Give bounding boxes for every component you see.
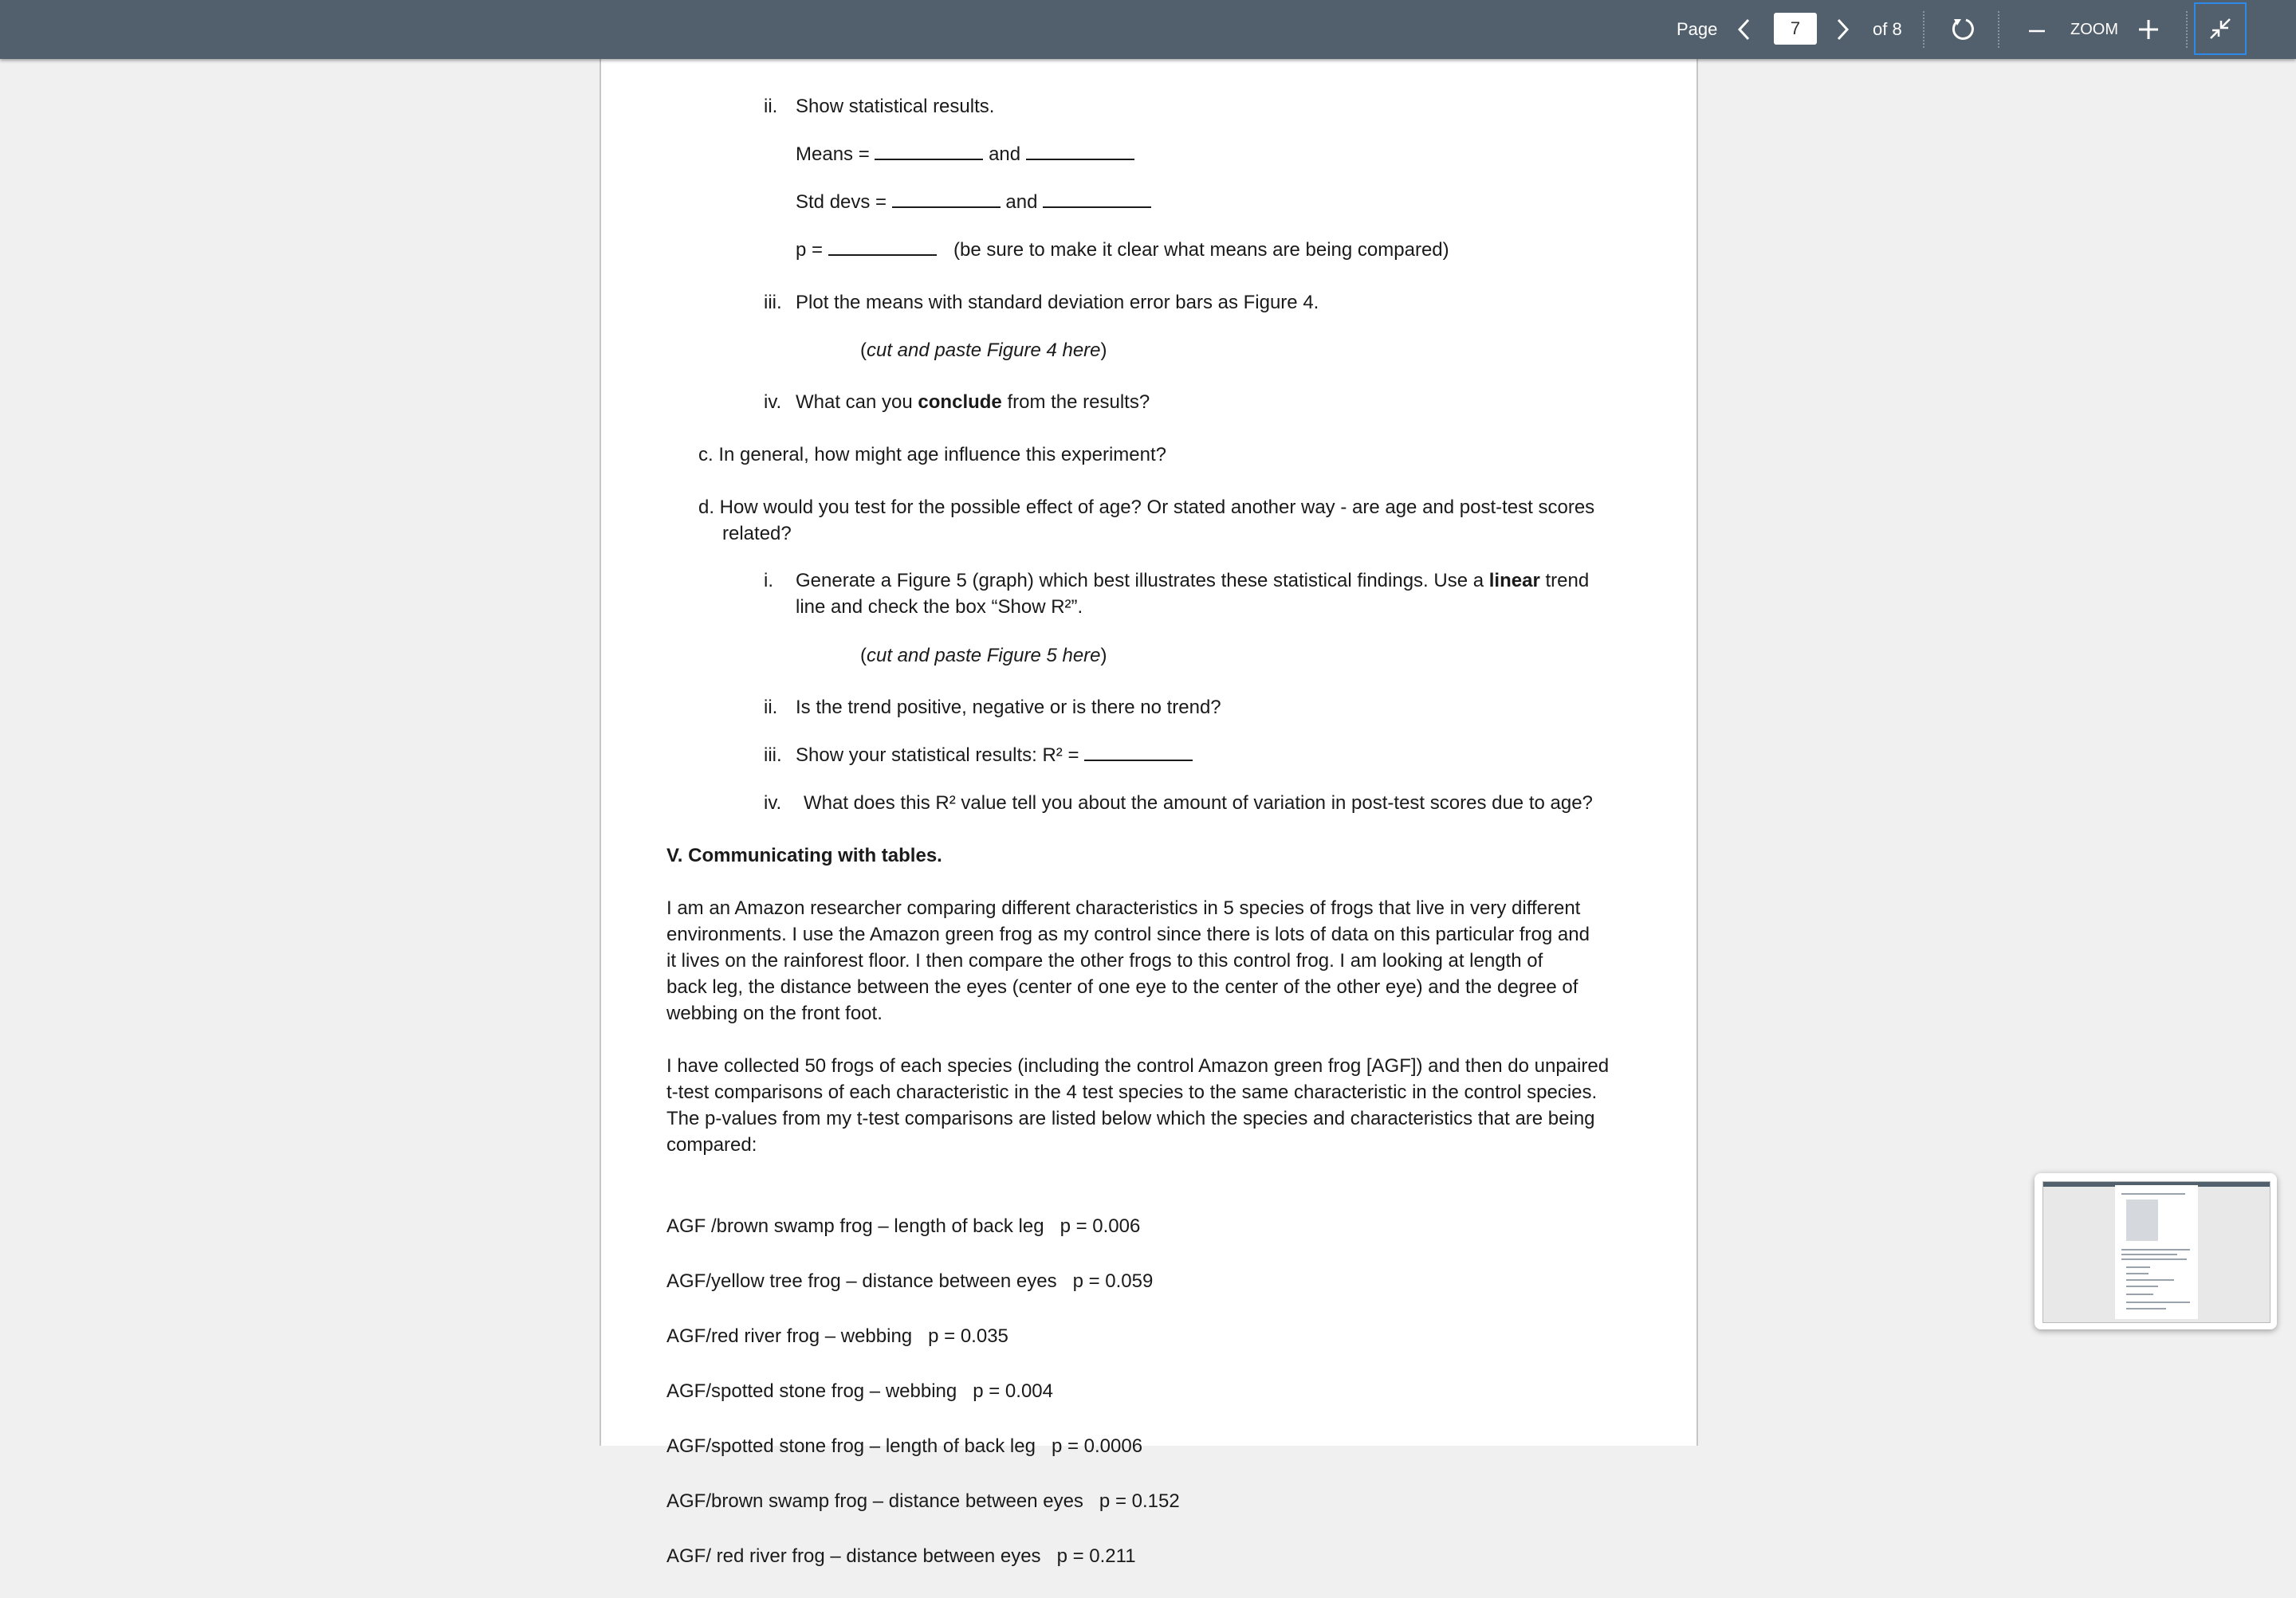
stddevs-line [796, 189, 1151, 215]
paragraph-line: I have collected 50 frogs of each species (including the control Amazon green frog [AGF]) and then do unpaired [666, 1055, 1610, 1077]
minus-icon [2027, 20, 2046, 39]
page-thumbnail-preview[interactable] [2035, 1173, 2277, 1329]
pvalue-list [666, 1184, 1180, 1598]
list-number: ii. [764, 697, 778, 718]
pvalue-item: AGF/yellow tree frog – distance between eyes p = 0.059 [666, 1270, 1154, 1292]
text: from the results? [1001, 391, 1150, 413]
r2-blank [1084, 744, 1193, 761]
thumbnail-page [2115, 1185, 2198, 1319]
list-text: What does this R² value tell you about the amount of variation in post-test scores due to age? [804, 792, 1593, 814]
paragraph-line: t-test comparisons of each characteristic in the 4 test species to the same characteristic in the control species. [666, 1082, 1598, 1103]
toolbar-divider [1998, 11, 1999, 48]
thumbnail-frame [2042, 1181, 2270, 1323]
toolbar-divider [2186, 11, 2188, 48]
list-number: iii. [764, 744, 782, 766]
text: trend [1539, 570, 1590, 591]
list-text: Show your statistical results: R² = [796, 744, 1079, 766]
previous-page-button[interactable] [1728, 14, 1760, 45]
p-label: p = [796, 239, 824, 261]
list-number: i. [764, 570, 773, 591]
page-label: Page [1677, 19, 1718, 39]
pdf-page [600, 59, 1698, 1567]
means-blank-2 [1026, 143, 1134, 160]
stddevs-blank-2 [1043, 190, 1151, 208]
paren: ( [860, 645, 867, 666]
question-d-line-2: related? [722, 523, 792, 544]
list-text: Is the trend positive, negative or is there no trend? [796, 697, 1221, 718]
p-note: (be sure to make it clear what means are being compared) [953, 239, 1449, 261]
r2-line [796, 742, 1193, 768]
next-page-button[interactable] [1826, 14, 1858, 45]
page-count: of 8 [1873, 19, 1902, 39]
list-number: ii. [764, 96, 778, 117]
figure-5-instruction-line-2: line and check the box “Show R²”. [796, 596, 1083, 618]
list-number: iv. [764, 391, 782, 413]
question-c: c. In general, how might age influence this experiment? [698, 444, 1167, 465]
text: Generate a Figure 5 (graph) which best illustrates these statistical findings. Use a [796, 570, 1489, 591]
collapse-icon [2208, 17, 2232, 41]
rotate-button[interactable] [1948, 14, 1980, 45]
paragraph-2 [666, 1053, 1609, 1158]
means-label: Means = [796, 143, 870, 165]
list-text: Show statistical results. [796, 96, 995, 117]
figure-4-placeholder [860, 337, 1107, 363]
text: What can you [796, 391, 918, 413]
and-text: and [989, 143, 1021, 165]
fit-page-button[interactable] [2194, 2, 2247, 55]
plus-icon [2137, 18, 2160, 41]
toolbar-divider [1923, 11, 1924, 48]
paren: ) [1100, 645, 1107, 666]
paragraph-line: it lives on the rainforest floor. I then compare the other frogs to this control frog. I am looking at length of [666, 950, 1543, 972]
stddevs-blank-1 [892, 190, 1001, 208]
figure-5-text: cut and paste Figure 5 here [867, 645, 1101, 666]
p-blank [828, 238, 937, 256]
paragraph-line: environments. I use the Amazon green frog as my control since there is lots of data on this particular frog and [666, 924, 1590, 945]
zoom-in-button[interactable] [2133, 14, 2164, 45]
pvalue-item: AGF /brown swamp frog – length of back leg p = 0.006 [666, 1215, 1141, 1237]
section-heading: V. Communicating with tables. [666, 845, 942, 866]
figure-5-placeholder [860, 642, 1107, 669]
paren: ( [860, 340, 867, 361]
chevron-left-icon [1736, 18, 1753, 41]
list-number: iii. [764, 292, 782, 313]
conclude-question [796, 389, 1150, 415]
means-line [796, 141, 1134, 167]
paragraph-line: back leg, the distance between the eyes (center of one eye to the center of the other eye) and the degree of [666, 976, 1578, 998]
figure-4-text: cut and paste Figure 4 here [867, 340, 1101, 361]
paragraph-line: I am an Amazon researcher comparing different characteristics in 5 species of frogs that live in very different [666, 897, 1581, 919]
paragraph-line: webbing on the front foot. [666, 1003, 883, 1024]
paren: ) [1100, 340, 1107, 361]
rotate-icon [1950, 16, 1977, 43]
paragraph-1 [666, 895, 1590, 1027]
zoom-label: ZOOM [2070, 21, 2118, 38]
pvalue-item: AGF/ red river frog – distance between eyes p = 0.211 [666, 1545, 1136, 1567]
pvalue-item: AGF/red river frog – webbing p = 0.035 [666, 1325, 1008, 1347]
pvalue-item: AGF/brown swamp frog – distance between eyes p = 0.152 [666, 1490, 1180, 1512]
figure-5-instruction [796, 567, 1589, 594]
pdf-toolbar [0, 0, 2296, 59]
page-number-input[interactable]: 7 [1774, 13, 1817, 45]
paragraph-line: compared: [666, 1134, 757, 1156]
and-text: and [1005, 191, 1038, 213]
list-text: Plot the means with standard deviation error bars as Figure 4. [796, 292, 1319, 313]
chevron-right-icon [1834, 18, 1851, 41]
p-line [796, 237, 937, 263]
bold-text: conclude [918, 391, 1002, 413]
means-blank-1 [875, 143, 983, 160]
stddevs-label: Std devs = [796, 191, 887, 213]
paragraph-line: The p-values from my t-test comparisons are listed below which the species and characteristics that are being [666, 1108, 1595, 1129]
pvalue-item: AGF/spotted stone frog – length of back leg p = 0.0006 [666, 1435, 1143, 1457]
bold-text: linear [1488, 570, 1540, 591]
question-d-line-1: d. How would you test for the possible effect of age? Or stated another way - are age and post-test scores [698, 497, 1595, 518]
pvalue-item: AGF/spotted stone frog – webbing p = 0.004 [666, 1380, 1053, 1402]
zoom-out-button[interactable] [2021, 14, 2053, 45]
list-number: iv. [764, 792, 782, 814]
